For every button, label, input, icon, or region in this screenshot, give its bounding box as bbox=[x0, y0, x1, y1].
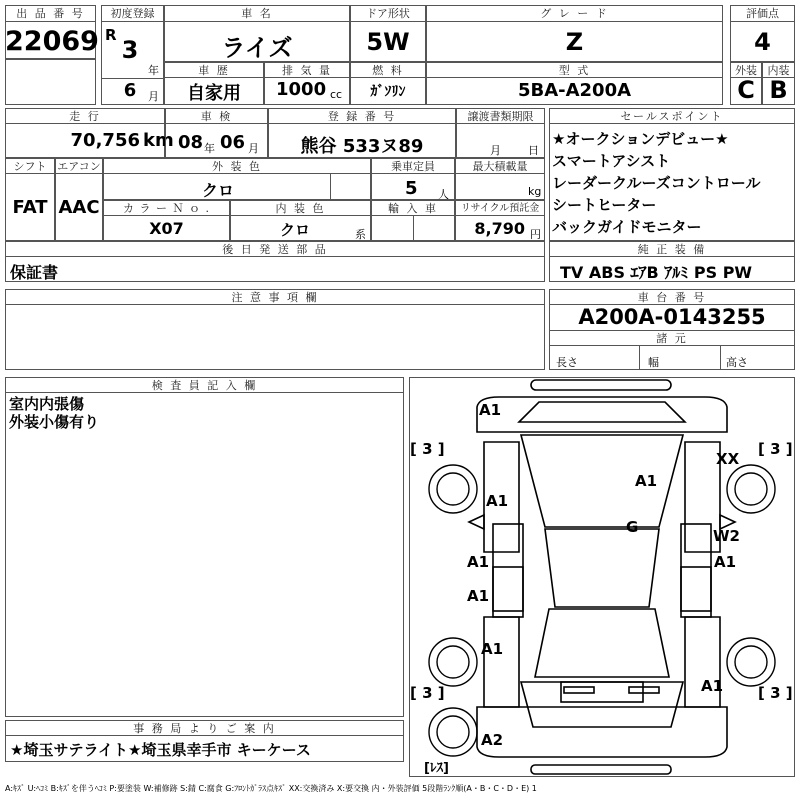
sales-point-item: レーダークルーズコントロール bbox=[552, 174, 761, 192]
mileage: 70,756 bbox=[70, 130, 140, 151]
inspector-notes bbox=[9, 395, 99, 431]
spare-tire: [ﾚｽ] bbox=[424, 761, 449, 776]
tire-front-left: [ 3 ] bbox=[410, 440, 445, 458]
car-name-label: 車 名 bbox=[164, 5, 350, 22]
recycle-unit: 円 bbox=[530, 228, 541, 241]
sales-point-item: バックガイドモニター bbox=[552, 218, 702, 236]
exterior-grade: C bbox=[737, 76, 755, 104]
door-label: ドア形状 bbox=[350, 5, 426, 22]
history: 自家用 bbox=[187, 83, 241, 104]
grade-label: グ レ ー ド bbox=[426, 5, 723, 22]
int-color-label: 内 装 色 bbox=[230, 200, 371, 216]
office-text: ★埼玉サテライト★埼玉県幸手市 キーケース bbox=[10, 741, 311, 759]
reg-month: 6 bbox=[123, 80, 137, 101]
month-unit: 月 bbox=[148, 90, 159, 103]
inspection-year: 08 bbox=[178, 132, 204, 153]
notes-label: 注 意 事 項 欄 bbox=[5, 289, 545, 305]
ext-color: クロ bbox=[201, 181, 234, 200]
mileage-label: 走 行 bbox=[5, 108, 165, 124]
model-label: 型 式 bbox=[426, 62, 723, 78]
year-unit: 年 bbox=[148, 64, 159, 77]
exterior-label: 外装 bbox=[730, 62, 762, 78]
capacity: 5 bbox=[405, 178, 418, 199]
equipment-label: 純 正 装 備 bbox=[549, 241, 795, 257]
transfer-day: 日 bbox=[528, 144, 539, 157]
interior-label: 内装 bbox=[762, 62, 795, 78]
color-no: X07 bbox=[149, 219, 184, 238]
displacement-unit: cc bbox=[330, 88, 343, 101]
fuel-label: 燃 料 bbox=[350, 62, 426, 78]
recycle-label: リサイクル預託金 bbox=[455, 200, 545, 216]
model: 5BA-A200A bbox=[517, 80, 632, 101]
sales-point-label: セールスポイント bbox=[549, 108, 795, 124]
sales-point-item: ★オークションデビュー★ bbox=[552, 130, 729, 148]
chassis-number: A200A-0143255 bbox=[578, 305, 766, 329]
first-reg-divider bbox=[101, 78, 164, 79]
inspector-note-line: 外装小傷有り bbox=[9, 413, 100, 431]
ext-color-label: 外 装 色 bbox=[103, 158, 371, 174]
damage-right-door: A1 bbox=[714, 553, 737, 571]
sales-point-list bbox=[552, 128, 794, 238]
sales-point-item: スマートアシスト bbox=[552, 152, 671, 170]
score: 4 bbox=[754, 28, 771, 56]
car-outline bbox=[409, 377, 795, 777]
height-label: 高さ bbox=[726, 356, 748, 369]
int-color-unit: 系 bbox=[355, 228, 366, 241]
int-color: クロ bbox=[279, 221, 310, 239]
office-label: 事 務 局 よ り ご 案 内 bbox=[5, 720, 404, 736]
transfer-label: 譲渡書類期限 bbox=[456, 108, 545, 124]
recycle-amount: 8,790 bbox=[474, 219, 525, 238]
tire-rear-right: [ 3 ] bbox=[758, 684, 793, 702]
ac: AAC bbox=[58, 197, 100, 218]
fuel: ｶﾞｿﾘﾝ bbox=[370, 84, 406, 100]
damage-left-quarter: A1 bbox=[481, 640, 504, 658]
inspection-month: 06 bbox=[220, 132, 246, 153]
spec-divider-2 bbox=[720, 346, 721, 370]
displacement-label: 排 気 量 bbox=[264, 62, 350, 78]
ext-color-divider bbox=[330, 174, 331, 200]
chassis-label: 車 台 番 号 bbox=[549, 289, 795, 305]
later-parts-label: 後 日 発 送 部 品 bbox=[5, 241, 545, 257]
lot-blank-cell bbox=[5, 59, 96, 105]
plate-label: 登 録 番 号 bbox=[268, 108, 456, 124]
capacity-unit: 人 bbox=[438, 188, 449, 201]
equipment: TV ABS ｴｱB ｱﾙﾐ PS PW bbox=[560, 263, 753, 282]
damage-left-fender: A1 bbox=[486, 492, 509, 510]
damage-left-door-front: A1 bbox=[467, 553, 490, 571]
era: R bbox=[105, 26, 117, 44]
later-parts: 保証書 bbox=[10, 263, 59, 282]
import-label: 輸 入 車 bbox=[371, 200, 455, 216]
damage-front-right: XX bbox=[716, 450, 740, 468]
history-label: 車 歴 bbox=[164, 62, 264, 78]
lot-number-label: 出 品 番 号 bbox=[5, 5, 96, 22]
plate-number: 熊谷 533ヌ89 bbox=[300, 136, 424, 157]
inspection-month-unit: 月 bbox=[248, 142, 259, 155]
grade: Z bbox=[565, 28, 584, 56]
score-label: 評価点 bbox=[730, 5, 795, 22]
lot-number: 22069 bbox=[5, 26, 99, 57]
import-divider bbox=[413, 216, 414, 241]
damage-front-left: A1 bbox=[479, 401, 502, 419]
displacement: 1000 bbox=[276, 79, 327, 100]
damage-right-rear: A1 bbox=[701, 677, 724, 695]
reg-year: 3 bbox=[121, 36, 139, 64]
first-reg-label: 初度登録 bbox=[101, 5, 164, 22]
capacity-label: 乗車定員 bbox=[371, 158, 455, 174]
spec-divider-1 bbox=[639, 346, 640, 370]
damage-right-door-front: W2 bbox=[713, 527, 740, 545]
width-label: 幅 bbox=[648, 356, 659, 369]
transfer-month: 月 bbox=[490, 144, 501, 157]
inspector-label: 検 査 員 記 入 欄 bbox=[5, 377, 404, 393]
legend: A:ｷｽﾞ U:ﾍｺﾐ B:ｷｽﾞを伴うﾍｺﾐ P:要塗装 W:補修跡 S:錆 C:腐食 G:ﾌﾛﾝﾄｶﾞﾗｽ点ｷｽﾞ XX:交換済み X:要交換 内・外装評価 5段階ﾗﾝｸ順(A・B・C・D・E) 1 bbox=[5, 784, 537, 793]
sales-point-item: シートヒーター bbox=[552, 196, 657, 214]
mileage-unit: km bbox=[143, 130, 174, 151]
inspection-year-unit: 年 bbox=[204, 142, 215, 155]
max-load-label: 最大積載量 bbox=[455, 158, 545, 174]
car-name: ライズ bbox=[221, 34, 293, 62]
color-no-label: カ ラ ー Ｎ ｏ . bbox=[103, 200, 230, 216]
damage-windshield: G bbox=[626, 518, 639, 536]
ac-label: エアコン bbox=[55, 158, 103, 174]
damage-left-door-rear: A1 bbox=[467, 587, 490, 605]
door-type: 5W bbox=[366, 28, 410, 56]
shift-label: シフト bbox=[5, 158, 55, 174]
tire-front-right: [ 3 ] bbox=[758, 440, 793, 458]
spec-label: 諸 元 bbox=[549, 330, 795, 346]
damage-rear-bumper: A2 bbox=[481, 731, 504, 749]
interior-grade: B bbox=[769, 76, 788, 104]
tire-rear-left: [ 3 ] bbox=[410, 684, 445, 702]
max-load-unit: kg bbox=[528, 185, 542, 198]
damage-hood: A1 bbox=[635, 472, 658, 490]
inspector-note-line: 室内内張傷 bbox=[9, 395, 85, 413]
length-label: 長さ bbox=[556, 356, 578, 369]
shift: FAT bbox=[12, 197, 48, 218]
inspection-label: 車 検 bbox=[165, 108, 268, 124]
